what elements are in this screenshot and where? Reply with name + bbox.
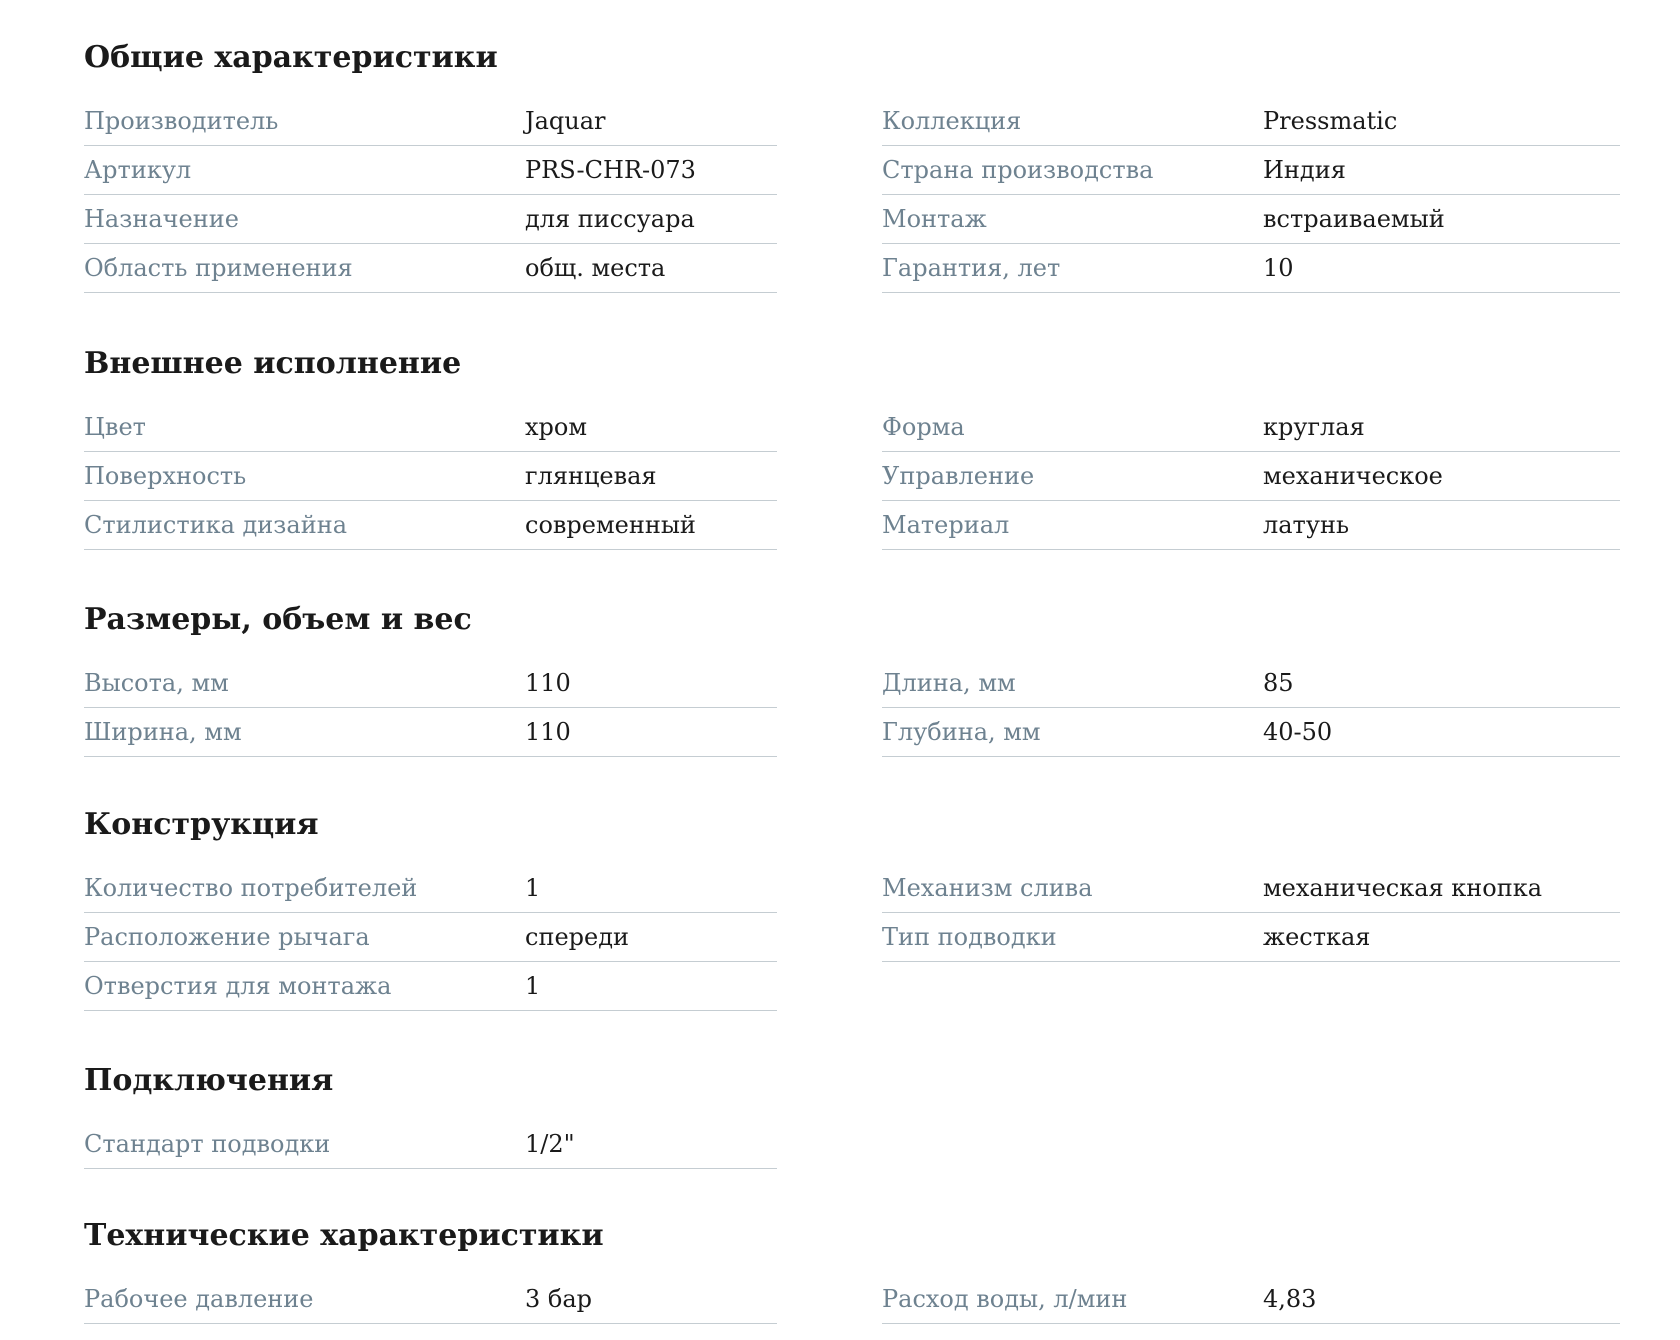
spec-row [84,195,777,244]
spec-row [84,1120,777,1169]
spec-row [84,913,777,962]
spec-row [882,708,1620,757]
spec-value: 3 бар [525,1285,593,1313]
spec-column-right [882,403,1620,550]
spec-label: Поверхность [84,462,247,490]
spec-row [84,452,777,501]
spec-label: Гарантия, лет [882,254,1061,282]
spec-value: общ. места [525,254,666,282]
spec-column-left [84,864,777,1011]
spec-value: 110 [525,669,571,697]
spec-label: Высота, мм [84,669,229,697]
spec-label: Артикул [84,156,192,184]
spec-value: круглая [1263,413,1365,441]
spec-value: 10 [1263,254,1294,282]
spec-label: Стилистика дизайна [84,511,348,539]
spec-label: Механизм слива [882,874,1093,902]
spec-label: Материал [882,511,1010,539]
spec-column-right [882,864,1620,962]
spec-row [84,146,777,195]
spec-row [84,659,777,708]
spec-value: 110 [525,718,571,746]
spec-column-right [882,659,1620,757]
spec-label: Монтаж [882,205,987,233]
spec-column-left [84,1120,777,1169]
spec-row [882,501,1620,550]
spec-value: Jaquar [525,107,606,135]
spec-column-right [882,1275,1620,1324]
spec-label: Стандарт подводки [84,1130,331,1158]
spec-label: Страна производства [882,156,1154,184]
section-title: Размеры, объем и вес [84,602,472,637]
spec-value: для писсуара [525,205,695,233]
spec-value: 85 [1263,669,1294,697]
spec-label: Назначение [84,205,239,233]
spec-value: механическая кнопка [1263,874,1543,902]
spec-value: хром [525,413,588,441]
spec-value: жесткая [1263,923,1371,951]
spec-value: 4,83 [1263,1285,1317,1313]
spec-value: глянцевая [525,462,657,490]
spec-column-left [84,403,777,550]
spec-row [882,864,1620,913]
spec-label: Отверстия для монтажа [84,972,392,1000]
section-title: Внешнее исполнение [84,346,462,381]
spec-value: 40-50 [1263,718,1333,746]
spec-column-left [84,659,777,757]
spec-row [84,97,777,146]
spec-value: 1 [525,874,541,902]
spec-column-right [882,97,1620,293]
spec-value: PRS-CHR-073 [525,156,696,184]
spec-column-left [84,97,777,293]
spec-column-left [84,1275,777,1324]
spec-row [882,403,1620,452]
spec-label: Коллекция [882,107,1022,135]
spec-label: Расположение рычага [84,923,370,951]
spec-value: Индия [1263,156,1346,184]
spec-value: 1/2" [525,1130,575,1158]
spec-label: Форма [882,413,965,441]
section-title: Конструкция [84,807,319,842]
spec-value: латунь [1263,511,1350,539]
spec-label: Ширина, мм [84,718,242,746]
spec-row [882,452,1620,501]
spec-row [882,244,1620,293]
section-title: Подключения [84,1063,334,1098]
spec-row [882,913,1620,962]
spec-row [84,501,777,550]
spec-value: механическое [1263,462,1443,490]
spec-row [882,97,1620,146]
spec-label: Количество потребителей [84,874,418,902]
spec-label: Управление [882,462,1035,490]
spec-label: Область применения [84,254,353,282]
spec-row [84,1275,777,1324]
spec-row [84,244,777,293]
spec-row [882,1275,1620,1324]
section-title: Технические характеристики [84,1218,604,1253]
spec-label: Глубина, мм [882,718,1041,746]
spec-label: Расход воды, л/мин [882,1285,1128,1313]
spec-value: 1 [525,972,541,1000]
section-title: Общие характеристики [84,40,498,75]
spec-value: современный [525,511,696,539]
spec-row [84,403,777,452]
spec-label: Тип подводки [882,923,1057,951]
spec-value: встраиваемый [1263,205,1445,233]
spec-value: спереди [525,923,629,951]
spec-label: Длина, мм [882,669,1016,697]
spec-row [882,659,1620,708]
spec-value: Pressmatic [1263,107,1398,135]
spec-label: Рабочее давление [84,1285,314,1313]
spec-row [882,195,1620,244]
spec-row [84,962,777,1011]
spec-row [84,864,777,913]
spec-row [84,708,777,757]
spec-label: Цвет [84,413,146,441]
spec-row [882,146,1620,195]
spec-label: Производитель [84,107,279,135]
